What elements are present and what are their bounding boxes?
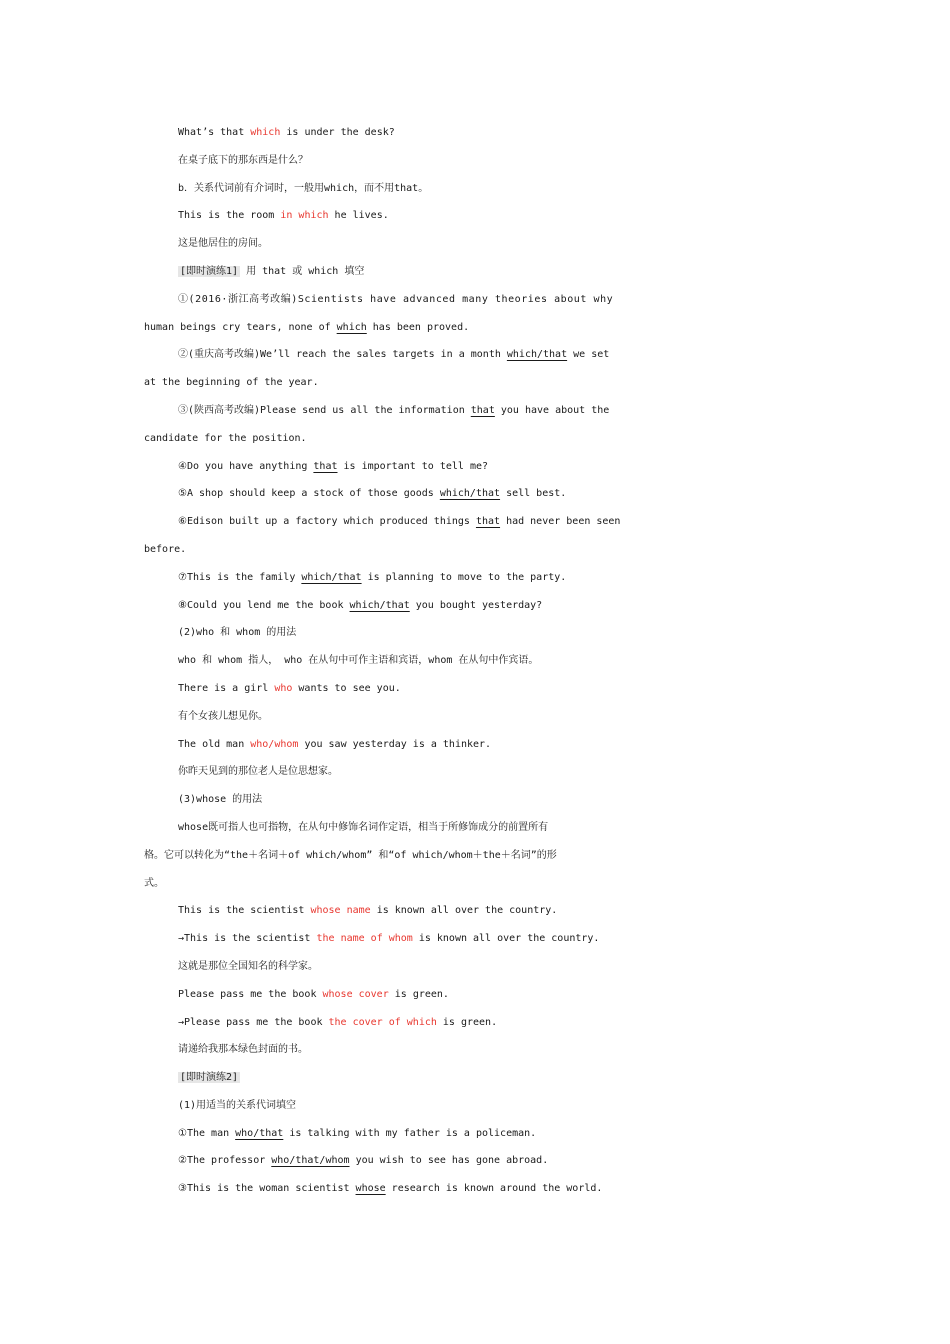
text-span: is talking with my father is a policeman. bbox=[283, 1127, 537, 1139]
rule-line: who 和 whom 指人， who 在从句中可作主语和宾语，whom 在从句中作宾语。 bbox=[178, 655, 539, 667]
exercise-line: candidate for the position. bbox=[144, 432, 307, 444]
section-heading: (3)whose 的用法 bbox=[178, 794, 263, 806]
text-span: ②(重庆高考改编)We’ll reach the sales targets in a month bbox=[178, 349, 507, 361]
exercise-line bbox=[0, 1175, 950, 1203]
exercise-tag: [即时演练1] bbox=[180, 265, 239, 277]
text-span: →Please pass me the book bbox=[178, 1016, 329, 1028]
text-span: we set bbox=[567, 349, 610, 361]
highlight-word: the name of whom bbox=[316, 933, 413, 945]
highlight-word: who/whom bbox=[250, 738, 299, 750]
text-span: is planning to move to the party. bbox=[361, 571, 567, 583]
text-span: 用 that 或 which 填空 bbox=[240, 265, 365, 277]
highlight-word: which bbox=[250, 127, 281, 138]
exercise-line: at the beginning of the year. bbox=[144, 377, 319, 389]
exercise-line bbox=[0, 480, 950, 508]
answer-blank: whose bbox=[355, 1183, 386, 1195]
section-heading: (2)who 和 whom 的用法 bbox=[178, 627, 297, 639]
exercise-heading bbox=[0, 258, 950, 286]
rule-line: whose既可指人也可指物，在从句中修饰名词作定语，相当于所修饰成分的前置所有 bbox=[178, 821, 549, 833]
text-span: The old man bbox=[178, 738, 251, 750]
answer-blank: that bbox=[470, 404, 495, 416]
text-span: is green. bbox=[436, 1016, 498, 1028]
translation-line: 有个女孩儿想见你。 bbox=[178, 710, 268, 722]
text-span: research is known around the world. bbox=[385, 1183, 603, 1195]
highlight-word: who bbox=[274, 682, 293, 694]
text-line bbox=[0, 202, 950, 230]
text-span: you bought yesterday? bbox=[409, 599, 543, 611]
exercise-line bbox=[0, 592, 950, 620]
section-heading: (1)用适当的关系代词填空 bbox=[178, 1099, 297, 1111]
highlight-word: whose cover bbox=[322, 988, 389, 1000]
answer-blank: which/that bbox=[349, 599, 410, 611]
exercise-tag: [即时演练2] bbox=[180, 1072, 239, 1084]
answer-blank: that bbox=[475, 516, 501, 528]
text-span: ①(2016·浙江高考改编)Scientists have advanced many theories about why bbox=[178, 293, 614, 305]
text-span: →This is the scientist bbox=[178, 933, 317, 945]
text-span: is green. bbox=[388, 988, 449, 1000]
text-span: ②The professor bbox=[178, 1155, 272, 1167]
text-line bbox=[0, 119, 950, 147]
exercise-line: before. bbox=[144, 543, 187, 555]
answer-blank: which/that bbox=[301, 571, 362, 583]
answer-blank: who/that/whom bbox=[271, 1155, 350, 1167]
document-page bbox=[0, 119, 950, 1203]
exercise-line bbox=[0, 453, 950, 481]
exercise-line bbox=[0, 1120, 950, 1148]
exercise-line bbox=[0, 564, 950, 592]
text-line bbox=[0, 1009, 950, 1037]
translation-line: 这就是那位全国知名的科学家。 bbox=[178, 960, 318, 972]
text-line bbox=[0, 925, 950, 953]
text-line bbox=[0, 897, 950, 925]
highlight-word: in which bbox=[280, 210, 329, 222]
text-span: wants to see you. bbox=[292, 682, 401, 694]
text-line bbox=[0, 981, 950, 1009]
text-span: is important to tell me? bbox=[337, 460, 489, 472]
answer-blank: that bbox=[313, 460, 338, 472]
text-line bbox=[0, 731, 950, 759]
translation-line: 这是他居住的房间。 bbox=[178, 238, 268, 250]
text-span: you saw yesterday is a thinker. bbox=[298, 738, 492, 750]
answer-blank: which/that bbox=[439, 488, 501, 500]
rule-line: b．关系代词前有介词时，一般用which，而不用that。 bbox=[178, 182, 429, 194]
text-span: ①The man bbox=[178, 1127, 236, 1139]
text-span: There is a girl bbox=[178, 682, 275, 694]
answer-blank: who/that bbox=[235, 1127, 284, 1139]
rule-line: 格。它可以转化为“the＋名词＋of which/whom” 和“of which/whom＋the＋名词”的形 bbox=[144, 849, 557, 861]
translation-line: 请递给我那本绿色封面的书。 bbox=[178, 1044, 308, 1056]
text-span: is under the desk? bbox=[280, 127, 395, 138]
exercise-line bbox=[0, 397, 950, 425]
text-span: has been proved. bbox=[366, 321, 470, 333]
text-span: you have about the bbox=[494, 404, 610, 416]
text-span: This is the room bbox=[178, 210, 281, 222]
text-span: human beings cry tears, none of bbox=[144, 321, 337, 333]
text-span: ③(陕西高考改编)Please send us all the information bbox=[178, 404, 471, 416]
exercise-line bbox=[0, 508, 950, 536]
exercise-line bbox=[0, 314, 950, 342]
text-span: This is the scientist bbox=[178, 905, 311, 917]
text-span: sell best. bbox=[500, 488, 567, 500]
text-span: ⑦This is the family bbox=[178, 571, 302, 583]
text-span: ⑤A shop should keep a stock of those goods bbox=[178, 488, 440, 500]
translation-line: 在桌子底下的那东西是什么？ bbox=[178, 154, 308, 166]
rule-line: 式。 bbox=[144, 877, 164, 889]
answer-blank: which/that bbox=[506, 349, 568, 361]
text-span: is known all over the country. bbox=[370, 905, 558, 917]
text-span: ⑧Could you lend me the book bbox=[178, 599, 350, 611]
exercise-line bbox=[0, 1147, 950, 1175]
highlight-word: whose name bbox=[310, 905, 371, 917]
text-line bbox=[0, 675, 950, 703]
text-span: had never been seen bbox=[500, 516, 621, 528]
text-span: ⑥Edison built up a factory which produced things bbox=[178, 516, 476, 528]
highlight-word: the cover of which bbox=[328, 1016, 437, 1028]
answer-blank: which bbox=[336, 321, 367, 333]
translation-line: 你昨天见到的那位老人是位思想家。 bbox=[178, 766, 338, 778]
exercise-line bbox=[0, 286, 950, 314]
text-span: ③This is the woman scientist bbox=[178, 1183, 356, 1195]
text-span: you wish to see has gone abroad. bbox=[349, 1155, 549, 1167]
text-span: ④Do you have anything bbox=[178, 460, 314, 472]
exercise-line bbox=[0, 341, 950, 369]
text-span: Please pass me the book bbox=[178, 988, 323, 1000]
text-span: is known all over the country. bbox=[412, 933, 600, 945]
text-span: What’s that bbox=[178, 127, 251, 138]
exercise-heading bbox=[0, 1064, 950, 1092]
text-span: he lives. bbox=[328, 210, 389, 222]
